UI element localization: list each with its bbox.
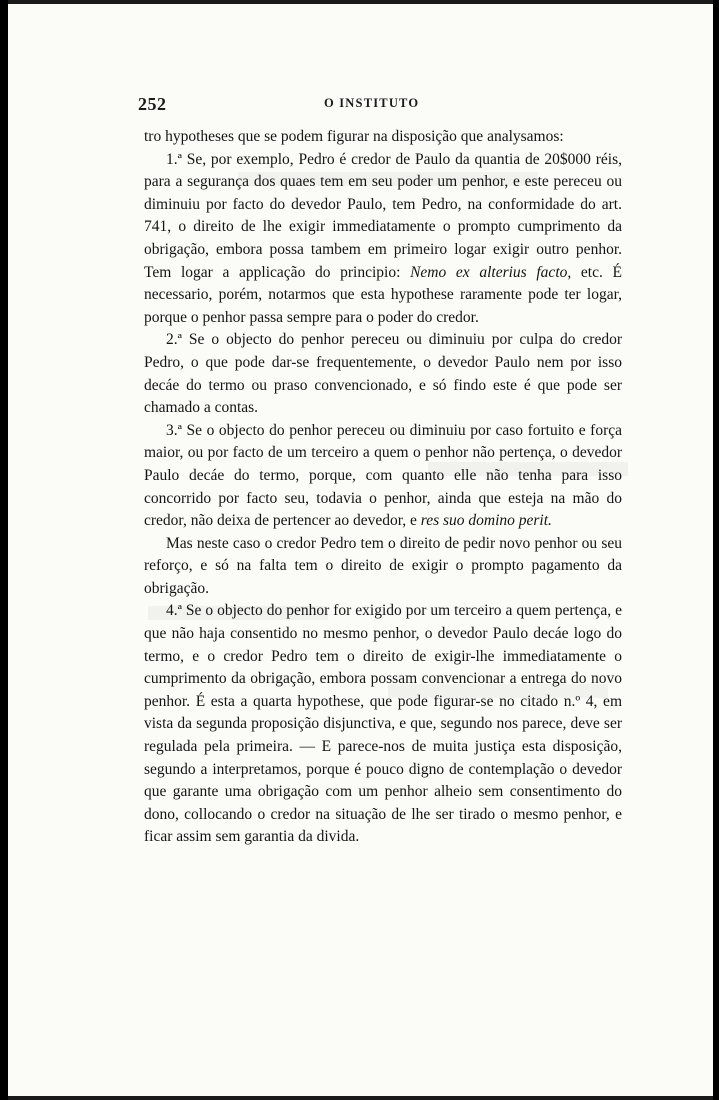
paragraph	[144, 420, 622, 533]
paragraph	[144, 533, 622, 601]
paragraph	[144, 600, 622, 849]
paragraph	[144, 329, 622, 419]
paragraph-text: tro hypotheses que se podem figurar na disposição que analysamos:	[144, 128, 564, 145]
body-text	[144, 126, 622, 849]
paragraph-text: 4.ª Se o objecto do penhor for exigido por um terceiro a quem pertença, e que não haja consentido no mesmo penhor, o devedor Paulo decáe logo do termo, e o credor Pedro tem o direito de exigir-lhe immediatamente o cumprimento da obrigação, embora possam convencionar a entrega do novo penhor. É esta a quarta hypothese, que pode figurar-se no citado n.º 4, em vista da segunda proposição disjunctiva, e que, segundo nos parece, deve ser regulada pela primeira. — E parece-nos de muita justiça esta disposição, segundo a interpretamos, porque é pouco digno de contemplação o devedor que garante uma obrigação com um penhor alheio sem consentimento do dono, collocando o credor na situação de lhe ser tirado o mesmo penhor, e ficar assim sem garantia da divida.	[144, 602, 622, 846]
paragraph-text: 2.ª Se o objecto do penhor pereceu ou diminuiu por culpa do credor Pedro, o que pode dar-se frequentemente, o devedor Paulo nem por isso decáe do termo ou praso convencionado, e só findo este é que pode ser chamado a contas.	[144, 331, 622, 417]
book-page	[8, 4, 713, 1096]
running-head: O INSTITUTO	[324, 96, 420, 110]
italic-phrase: res suo domino perit.	[420, 512, 552, 530]
page-header	[138, 94, 618, 116]
scan-edge-right	[713, 0, 719, 1100]
scan-edge-left	[0, 0, 8, 1100]
paragraph	[144, 126, 622, 149]
paragraph	[144, 149, 622, 330]
paragraph-text: 3.ª Se o objecto do penhor pereceu ou diminuiu por caso fortuito e força maior, ou por facto de um terceiro a quem o penhor não pertença, o devedor Paulo decáe do termo, porque, com quanto elle não tenha para isso concorrido por facto seu, todavia o penhor, ainda que esteja na mão do credor, não deixa de pertencer ao devedor, e	[144, 421, 622, 530]
page-number: 252	[138, 94, 167, 114]
paragraph-text: Mas neste caso o credor Pedro tem o direito de pedir novo penhor ou seu reforço, e só na falta tem o direito de exigir o prompto pagamento da obrigação.	[144, 534, 622, 597]
italic-phrase: Nemo ex alterius facto,	[410, 263, 572, 281]
paragraph-text: etc. É necessario, porém, notarmos que esta hypothese raramente pode ter logar, porque o penhor passa sempre para o poder do credor.	[144, 263, 622, 326]
paragraph-text: 1.ª Se, por exemplo, Pedro é credor de Paulo da quantia de 20$000 réis, para a segurança dos quaes tem em seu poder um penhor, e este pereceu ou diminuiu por facto do devedor Paulo, tem Pedro, na conformidade do art. 741, o direito de lhe exigir immediatamente o prompto cumprimento da obrigação, embora possa tambem em primeiro logar exigir outro penhor. Tem logar a applicação do principio:	[144, 150, 622, 281]
